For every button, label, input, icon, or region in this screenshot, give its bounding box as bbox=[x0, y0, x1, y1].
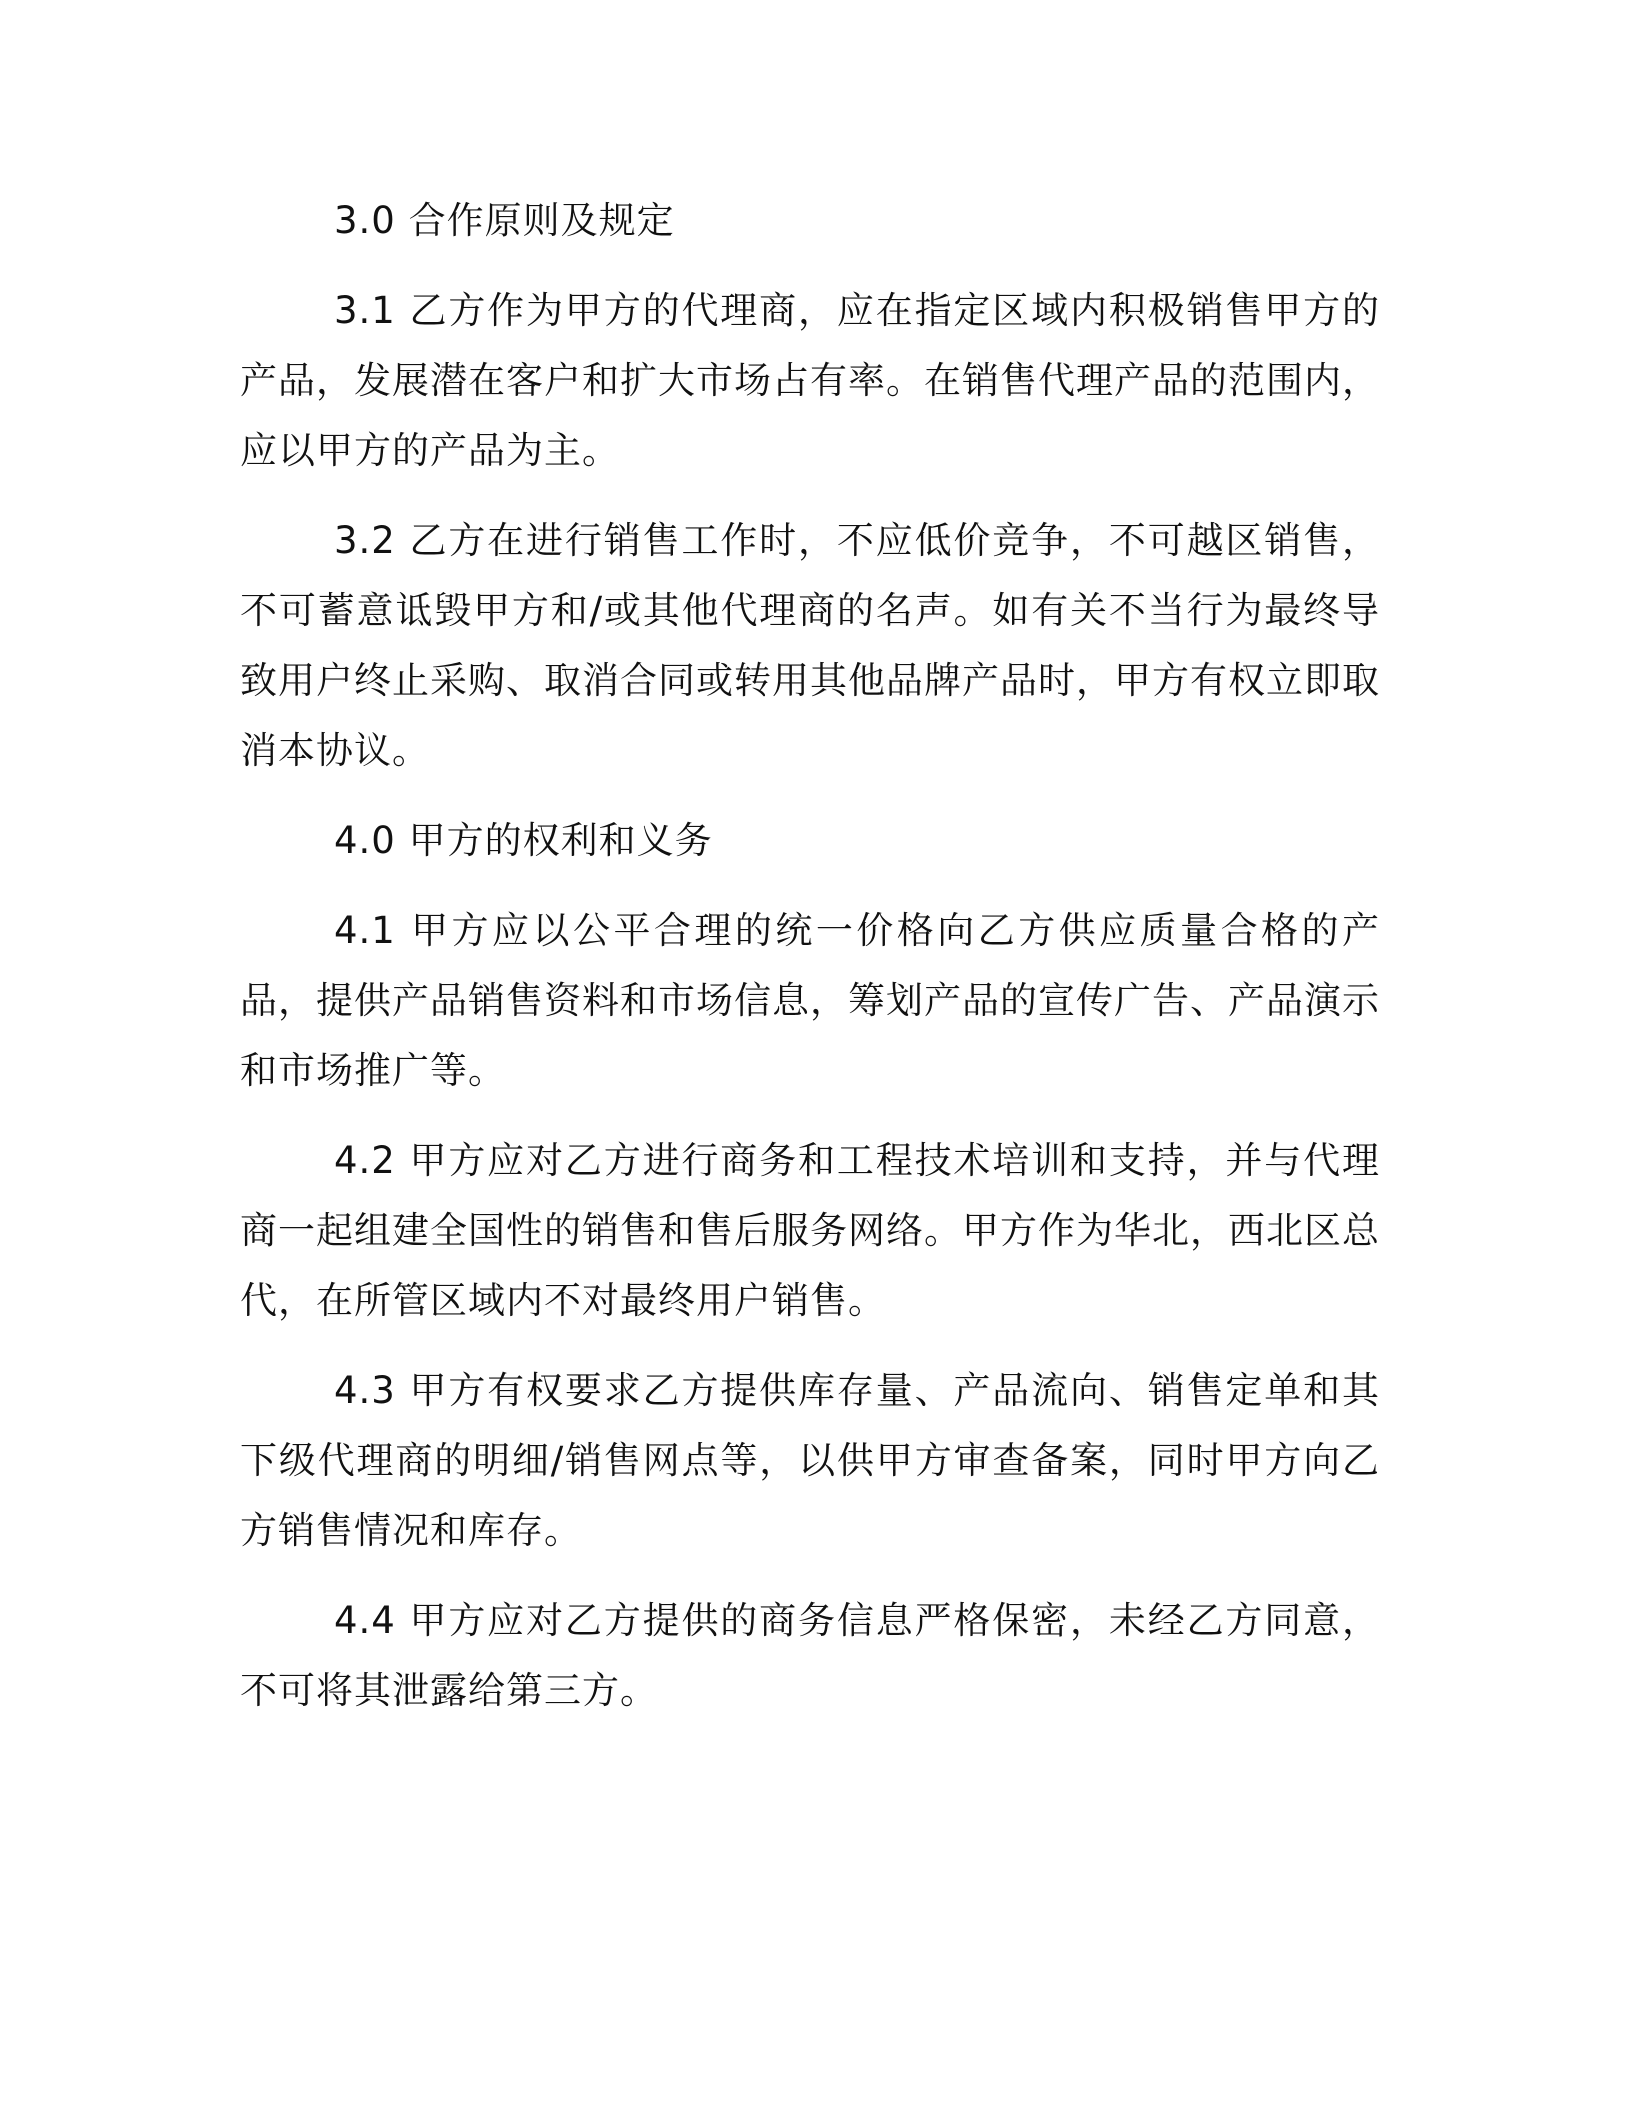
clause-4-1: 4.1 甲方应以公平合理的统一价格向乙方供应质量合格的产品，提供产品销售资料和市场信息，筹划产品的宣传广告、产品演示和市场推广等。 bbox=[240, 909, 1380, 1092]
section-heading-3-0: 3.0 合作原则及规定 bbox=[334, 199, 675, 242]
clause-4-3: 4.3 甲方有权要求乙方提供库存量、产品流向、销售定单和其下级代理商的明细/销售网点等，以供甲方审查备案，同时甲方向乙方销售情况和库存。 bbox=[240, 1369, 1380, 1552]
clause-4-2: 4.2 甲方应对乙方进行商务和工程技术培训和支持，并与代理商一起组建全国性的销售和售后服务网络。甲方作为华北，西北区总代，在所管区域内不对最终用户销售。 bbox=[240, 1139, 1380, 1322]
clause-4-4: 4.4 甲方应对乙方提供的商务信息严格保密，未经乙方同意，不可将其泄露给第三方。 bbox=[240, 1599, 1380, 1712]
section-heading-4-0: 4.0 甲方的权利和义务 bbox=[334, 819, 713, 862]
clause-3-2: 3.2 乙方在进行销售工作时，不应低价竞争，不可越区销售，不可蓄意诋毁甲方和/或其他代理商的名声。如有关不当行为最终导致用户终止采购、取消合同或转用其他品牌产品时，甲方有权立即取消本协议。 bbox=[240, 519, 1380, 772]
clause-3-1: 3.1 乙方作为甲方的代理商，应在指定区域内积极销售甲方的产品，发展潜在客户和扩大市场占有率。在销售代理产品的范围内，应以甲方的产品为主。 bbox=[240, 289, 1380, 472]
document-body bbox=[240, 186, 1380, 1746]
